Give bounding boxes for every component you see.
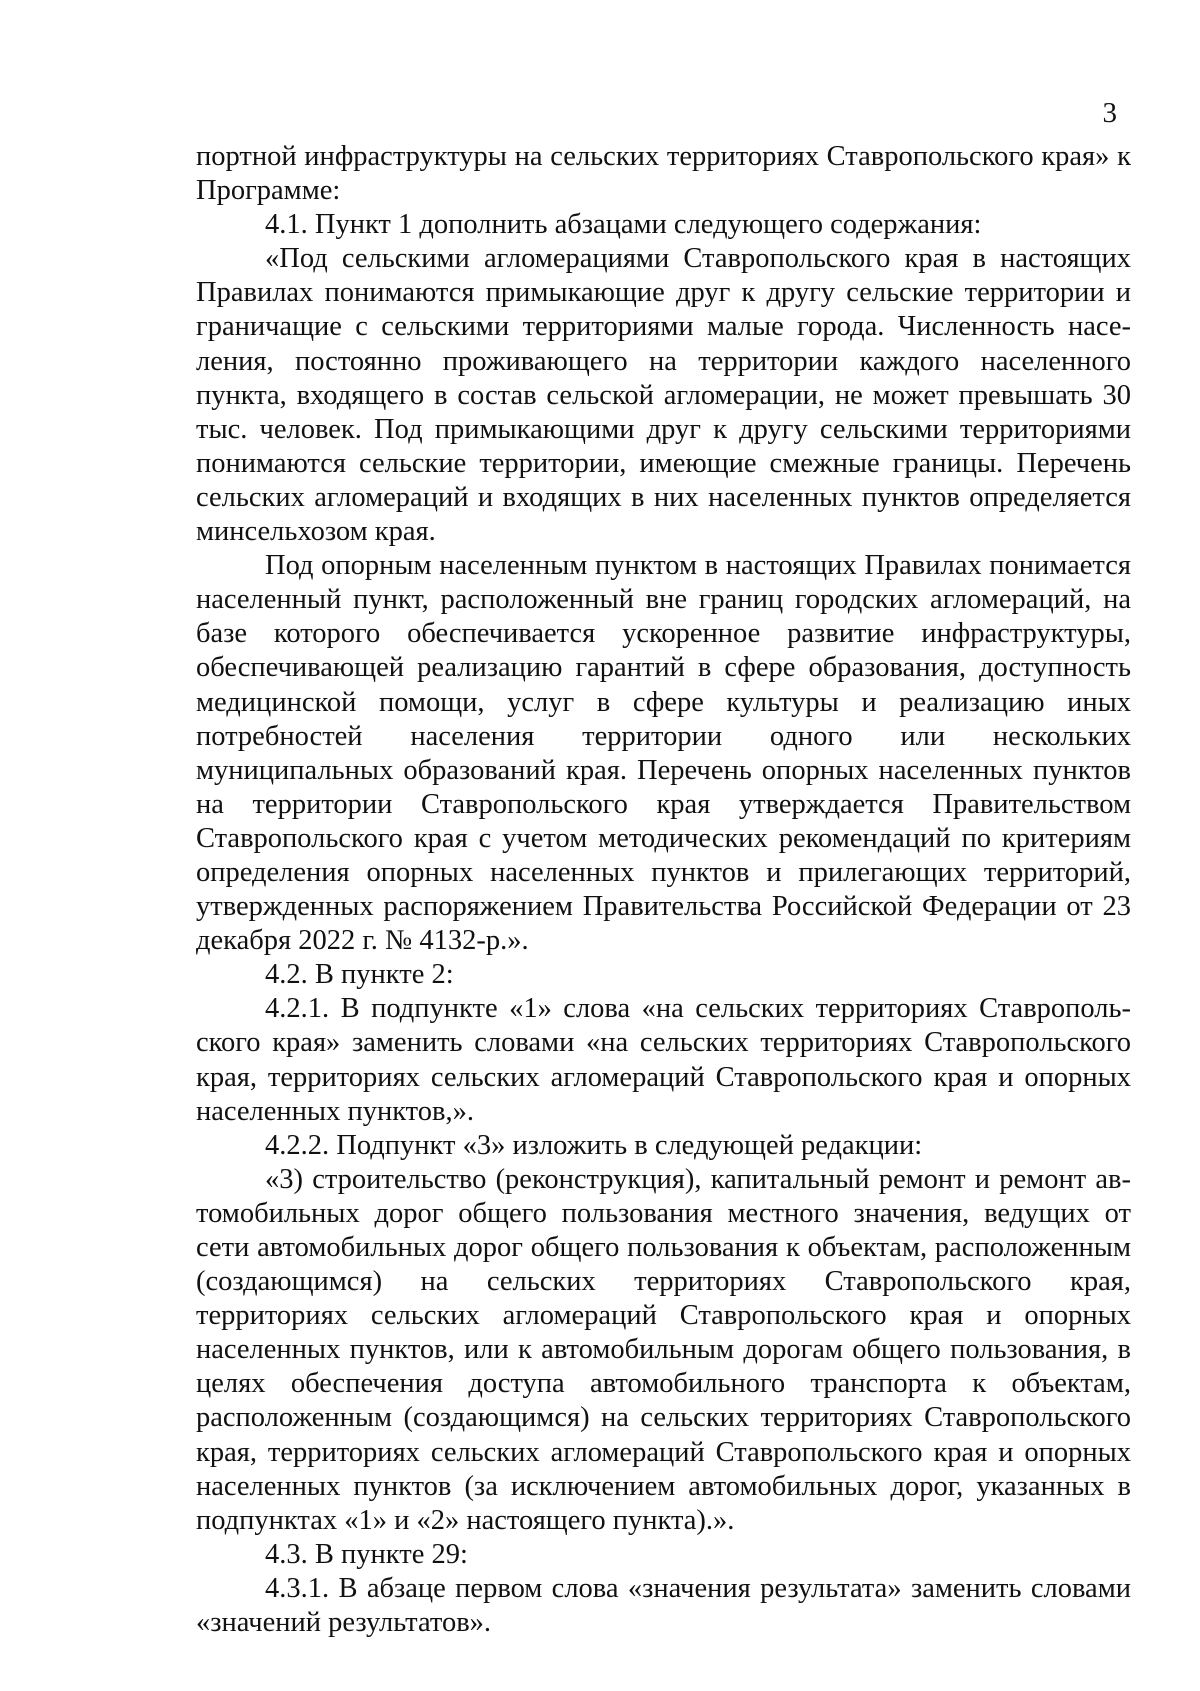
paragraph-subitem-3: «3) строительство (реконструкция), капитальный ремонт и ремонт автомобильных дорог общего пользования местного значения, ведущих от сети автомобильных дорог общего пользования к объектам, расположенным (создающимся) на сельских территориях Ставропольского края, территориях сельских агломераций Ставропольского края и опорных населенных пунктов, или к автомобильным дорогам общего пользования, в целях обеспечения доступа автомобильного транспорта к объектам, расположенным (создающимся) на сельских территориях Ставропольского края, территориях сельских агломераций Ставропольского края и опорных населенных пунктов (за исключением автомобильных дорог, указанных в подпунктах «1» и «2» настоящего пункта).». (196, 1163, 1131, 1536)
document-body (196, 140, 1131, 1640)
paragraph-4-2-2: 4.2.2. Подпункт «3» изложить в следующей редакции: (265, 1129, 923, 1161)
paragraph-4-3: 4.3. В пункте 29: (265, 1538, 468, 1570)
paragraph-continuation: портной инфраструктуры на сельских территориях Ставропольского края» к Программе: (196, 141, 1131, 207)
paragraph-4-2-1: 4.2.1. В подпункте «1» слова «на сельских территориях Ставропольского края» заменить словами «на сельских территориях Ставропольского края, территориях сельских агломераций Ставропольского края и опорных населенных пунктов,». (196, 993, 1131, 1127)
paragraph-support-settlement: Под опорным населенным пунктом в настоящих Правилах понимается населенный пункт, расположенный вне границ городских агломераций, на базе которого обеспечивается ускоренное развитие инфраструктуры, обеспечивающей реализацию гарантий в сфере образования, доступность медицинской помощи, услуг в сфере культуры и реализацию иных потребностей населения территории одного или нескольких муниципальных образований края. Перечень опорных населенных пунктов на территории Ставропольского края утверждается Правительством Ставропольского края с учетом методических рекомендаций по критериям определения опорных населенных пунктов и прилегающих территорий, утвержденных распоряжением Правительства Российской Федерации от 23 декабря 2022 г. № 4132-р.». (196, 550, 1131, 957)
paragraph-rural-agglomerations: «Под сельскими агломерациями Ставропольского края в настоящих Правилах понимаются примыкающие друг к другу сельские территории и граничащие с сельскими территориями малые города. Численность населения, постоянно проживающего на территории каждого населенного пункта, входящего в состав сельской агломерации, не может превышать 30 тыс. человек. Под примыкающими друг к другу сельскими территориями понимаются сельские территории, имеющие смежные границы. Перечень сельских агломераций и входящих в них населенных пунктов определяется минсельхозом края. (196, 243, 1131, 548)
paragraph-4-1: 4.1. Пункт 1 дополнить абзацами следующего содержания: (265, 209, 982, 241)
paragraph-4-2: 4.2. В пункте 2: (265, 959, 454, 991)
paragraph-4-3-1: 4.3.1. В абзаце первом слова «значения результата» заменить словами «значений результатов». (196, 1572, 1131, 1639)
page-number: 3 (1102, 97, 1117, 129)
